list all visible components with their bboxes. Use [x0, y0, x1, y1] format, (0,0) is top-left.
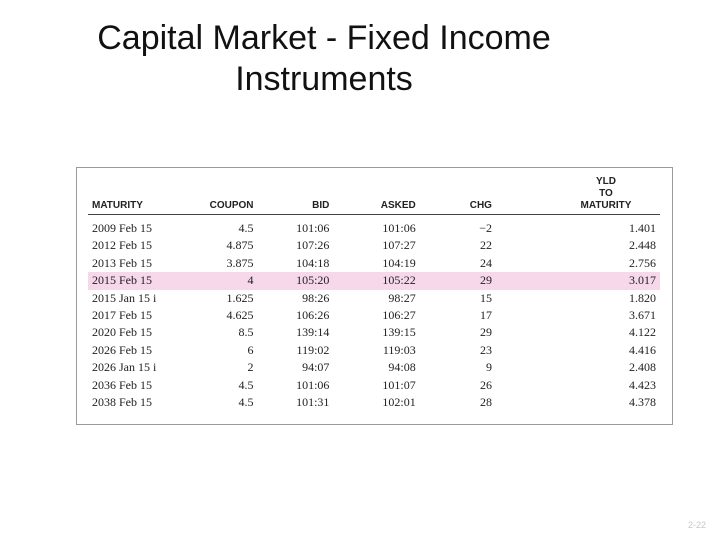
- cell-asked: 106:27: [382, 308, 416, 323]
- cell-maturity: 2013 Feb 15: [92, 255, 152, 270]
- slide-title: [0, 18, 648, 100]
- cell-maturity: 2015 Feb 15: [88, 272, 186, 289]
- header-bid: BID: [258, 176, 334, 215]
- header-yld-line3: MATURITY: [580, 200, 632, 211]
- cell-coupon: 4.5: [238, 395, 254, 410]
- cell-coupon: 4: [186, 272, 258, 289]
- cell-maturity: 2036 Feb 15: [92, 377, 152, 392]
- cell-coupon: 8.5: [238, 325, 254, 340]
- cell-bid: 106:26: [296, 308, 330, 323]
- header-asked: ASKED: [333, 176, 419, 215]
- table-row: [88, 307, 660, 324]
- header-chg: CHG: [420, 176, 496, 215]
- cell-coupon: 4.5: [238, 221, 254, 235]
- table-row: [88, 237, 660, 254]
- cell-chg: 17: [479, 308, 492, 323]
- cell-asked: 107:27: [382, 238, 416, 253]
- cell-yld: 1.820: [629, 290, 656, 305]
- cell-maturity: 2038 Feb 15: [92, 395, 152, 410]
- table-row: [88, 255, 660, 272]
- cell-bid: 101:06: [296, 221, 330, 235]
- cell-yld: 1.401: [629, 221, 656, 235]
- cell-chg: 29: [420, 272, 496, 289]
- header-maturity: MATURITY: [88, 176, 186, 215]
- table-row: [88, 272, 660, 289]
- cell-bid: 119:02: [296, 342, 330, 357]
- table-row: [88, 342, 660, 359]
- cell-yld: 3.017: [496, 272, 660, 289]
- table-row: [88, 394, 660, 411]
- cell-yld: 3.671: [629, 308, 656, 323]
- cell-asked: 119:03: [382, 342, 416, 357]
- cell-maturity: 2017 Feb 15: [92, 308, 152, 323]
- slide-title-line2: Instruments: [235, 60, 413, 98]
- table-row: [88, 290, 660, 307]
- bond-quote-table-frame: [76, 167, 673, 425]
- cell-yld: 4.416: [629, 342, 656, 357]
- bond-quote-table: [88, 176, 660, 411]
- table-row: [88, 324, 660, 341]
- cell-asked: 104:19: [382, 255, 416, 270]
- cell-bid: 101:31: [296, 395, 330, 410]
- slide-title-line1: Capital Market - Fixed Income: [97, 19, 551, 57]
- cell-asked: 101:07: [382, 377, 416, 392]
- cell-bid: 107:26: [296, 238, 330, 253]
- cell-yld: 4.378: [629, 395, 656, 410]
- cell-maturity: 2026 Feb 15: [92, 342, 152, 357]
- table-header-row: [88, 176, 660, 215]
- table-body: [88, 215, 660, 412]
- cell-chg: 22: [479, 238, 492, 253]
- cell-yld: 4.122: [629, 325, 656, 340]
- cell-chg: 15: [479, 290, 492, 305]
- page-number: 2-22: [687, 520, 706, 530]
- cell-coupon: 4.875: [226, 238, 254, 253]
- cell-maturity: 2015 Jan 15 i: [92, 290, 157, 305]
- cell-yld: 2.448: [629, 238, 656, 253]
- header-yld-line2: TO: [599, 188, 613, 199]
- header-yld-line1: YLD: [595, 176, 616, 187]
- cell-chg: 26: [479, 377, 492, 392]
- cell-chg: 29: [479, 325, 492, 340]
- cell-chg: 24: [479, 255, 492, 270]
- cell-yld: 2.408: [629, 360, 656, 375]
- cell-yld: 2.756: [629, 255, 656, 270]
- cell-chg: 9: [485, 360, 492, 375]
- cell-chg: 28: [479, 395, 492, 410]
- cell-asked: 94:08: [388, 360, 416, 375]
- cell-bid: 98:26: [302, 290, 330, 305]
- cell-asked: 105:22: [333, 272, 419, 289]
- cell-bid: 94:07: [302, 360, 330, 375]
- cell-chg: −2: [479, 221, 492, 235]
- cell-maturity: 2026 Jan 15 i: [92, 360, 157, 375]
- cell-bid: 101:06: [296, 377, 330, 392]
- cell-coupon: 6: [247, 342, 254, 357]
- cell-bid: 104:18: [296, 255, 330, 270]
- table-row: [88, 215, 660, 238]
- table-row: [88, 377, 660, 394]
- cell-coupon: 4.5: [238, 377, 254, 392]
- cell-maturity: 2009 Feb 15: [92, 221, 152, 235]
- cell-coupon: 1.625: [226, 290, 254, 305]
- cell-coupon: 3.875: [226, 255, 254, 270]
- header-coupon: COUPON: [186, 176, 258, 215]
- cell-asked: 98:27: [388, 290, 416, 305]
- cell-coupon: 4.625: [226, 308, 254, 323]
- cell-maturity: 2012 Feb 15: [92, 238, 152, 253]
- cell-bid: 105:20: [258, 272, 334, 289]
- cell-coupon: 2: [247, 360, 254, 375]
- table-row: [88, 359, 660, 376]
- cell-asked: 102:01: [382, 395, 416, 410]
- cell-yld: 4.423: [629, 377, 656, 392]
- cell-chg: 23: [479, 342, 492, 357]
- header-yld-to-maturity: [496, 176, 660, 215]
- cell-asked: 101:06: [382, 221, 416, 235]
- cell-bid: 139:14: [296, 325, 330, 340]
- cell-maturity: 2020 Feb 15: [92, 325, 152, 340]
- cell-asked: 139:15: [382, 325, 416, 340]
